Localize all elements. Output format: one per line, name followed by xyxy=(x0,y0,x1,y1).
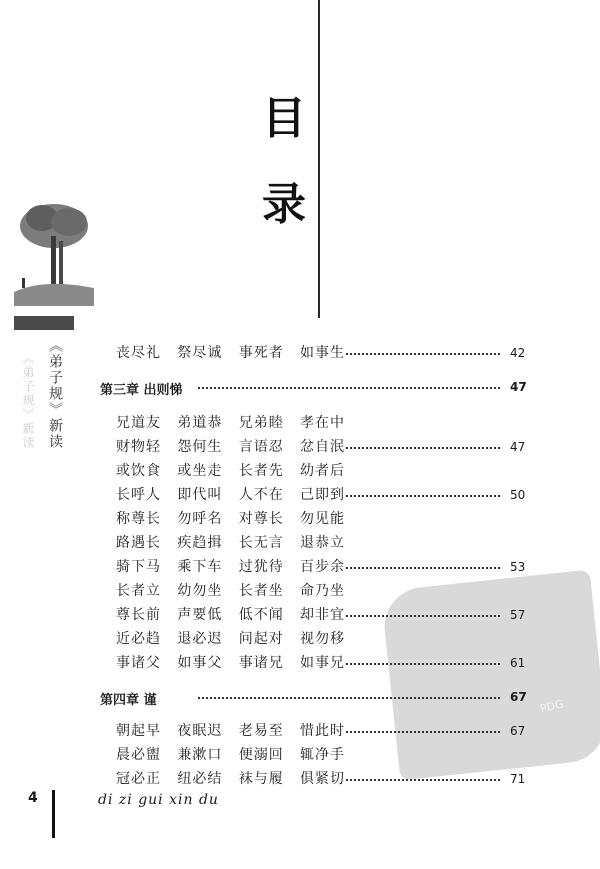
toc-verse-row[interactable] xyxy=(0,556,600,578)
toc-chapter-title: 第四章 谨 xyxy=(100,693,157,708)
toc-dot-leader xyxy=(198,387,500,389)
toc-verse-row[interactable] xyxy=(0,412,600,434)
toc-verse-text: 丧尽礼 祭尽诚 事死者 如事生 xyxy=(116,345,346,361)
sidebar-band xyxy=(14,316,74,330)
footer-page-number: 4 xyxy=(28,790,38,806)
toc-dot-leader xyxy=(346,779,500,781)
toc-page-number: 67 xyxy=(510,724,526,738)
toc-verse-row[interactable] xyxy=(0,744,600,766)
toc-verse-text: 兄道友 弟道恭 兄弟睦 孝在中 xyxy=(116,415,346,431)
toc-dot-leader xyxy=(346,567,500,569)
toc-page-number: 53 xyxy=(510,560,526,574)
toc-page-number: 42 xyxy=(510,346,526,360)
toc-verse-text: 长者立 幼勿坐 长者坐 命乃坐 xyxy=(116,583,346,599)
toc-verse-text: 近必趋 退必迟 问起对 视勿移 xyxy=(116,631,346,647)
toc-page-number: 67 xyxy=(510,690,527,704)
toc-verse-row[interactable] xyxy=(0,342,600,364)
toc-verse-row[interactable] xyxy=(0,628,600,650)
toc-verse-text: 称尊长 勿呼名 对尊长 勿见能 xyxy=(116,511,346,527)
toc-dot-leader xyxy=(346,615,500,617)
sidebar-ghost-title: 《弟子规》新读 xyxy=(21,352,35,450)
watermark-text: PDG xyxy=(538,697,565,716)
title-char-lu: 录 xyxy=(262,179,306,230)
toc-verse-row[interactable] xyxy=(0,532,600,554)
toc-verse-text: 朝起早 夜眠迟 老易至 惜此时 xyxy=(116,723,346,739)
toc-verse-row[interactable] xyxy=(0,652,600,674)
toc-dot-leader xyxy=(346,663,500,665)
header-vertical-rule xyxy=(318,0,320,318)
toc-verse-row[interactable] xyxy=(0,508,600,530)
footer-pinyin: di zi gui xin du xyxy=(98,792,219,808)
toc-verse-row[interactable] xyxy=(0,460,600,482)
toc-verse-row[interactable] xyxy=(0,604,600,626)
footer-rule xyxy=(52,790,55,838)
toc-page-number: 50 xyxy=(510,488,526,502)
toc-verse-text: 长呼人 即代叫 人不在 己即到 xyxy=(116,487,346,503)
toc-chapter-row[interactable] xyxy=(0,376,600,398)
toc-page-number: 71 xyxy=(510,772,526,786)
toc-verse-text: 尊长前 声要低 低不闻 却非宜 xyxy=(116,607,346,623)
toc-verse-text: 冠必正 纽必结 袜与履 俱紧切 xyxy=(116,771,346,787)
toc-verse-row[interactable] xyxy=(0,436,600,458)
toc-page-number: 47 xyxy=(510,440,526,454)
toc-verse-row[interactable] xyxy=(0,768,600,790)
toc-page-number: 47 xyxy=(510,380,527,394)
toc-verse-text: 路遇长 疾趋揖 长无言 退恭立 xyxy=(116,535,346,551)
toc-dot-leader xyxy=(346,731,500,733)
toc-dot-leader xyxy=(346,495,500,497)
toc-chapter-title: 第三章 出则悌 xyxy=(100,383,183,398)
toc-verse-text: 事诸父 如事父 事诸兄 如事兄 xyxy=(116,655,346,671)
toc-verse-text: 财物轻 怨何生 言语忍 忿自泯 xyxy=(116,439,346,455)
toc-dot-leader xyxy=(346,353,500,355)
toc-dot-leader xyxy=(346,447,500,449)
toc-verse-row[interactable] xyxy=(0,720,600,742)
sidebar-book-title: 《弟子规》新读 xyxy=(47,338,63,450)
toc-verse-text: 晨必盥 兼漱口 便溺回 辄净手 xyxy=(116,747,346,763)
tree-illustration xyxy=(14,196,94,306)
toc-dot-leader xyxy=(198,697,500,699)
toc-verse-text: 或饮食 或坐走 长者先 幼者后 xyxy=(116,463,346,479)
toc-chapter-row[interactable] xyxy=(0,686,600,708)
title-char-mu: 目 xyxy=(262,93,306,144)
toc-verse-text: 骑下马 乘下车 过犹待 百步余 xyxy=(116,559,346,575)
toc-verse-row[interactable] xyxy=(0,580,600,602)
toc-page-number: 57 xyxy=(510,608,526,622)
toc-page-number: 61 xyxy=(510,656,526,670)
toc-verse-row[interactable] xyxy=(0,484,600,506)
